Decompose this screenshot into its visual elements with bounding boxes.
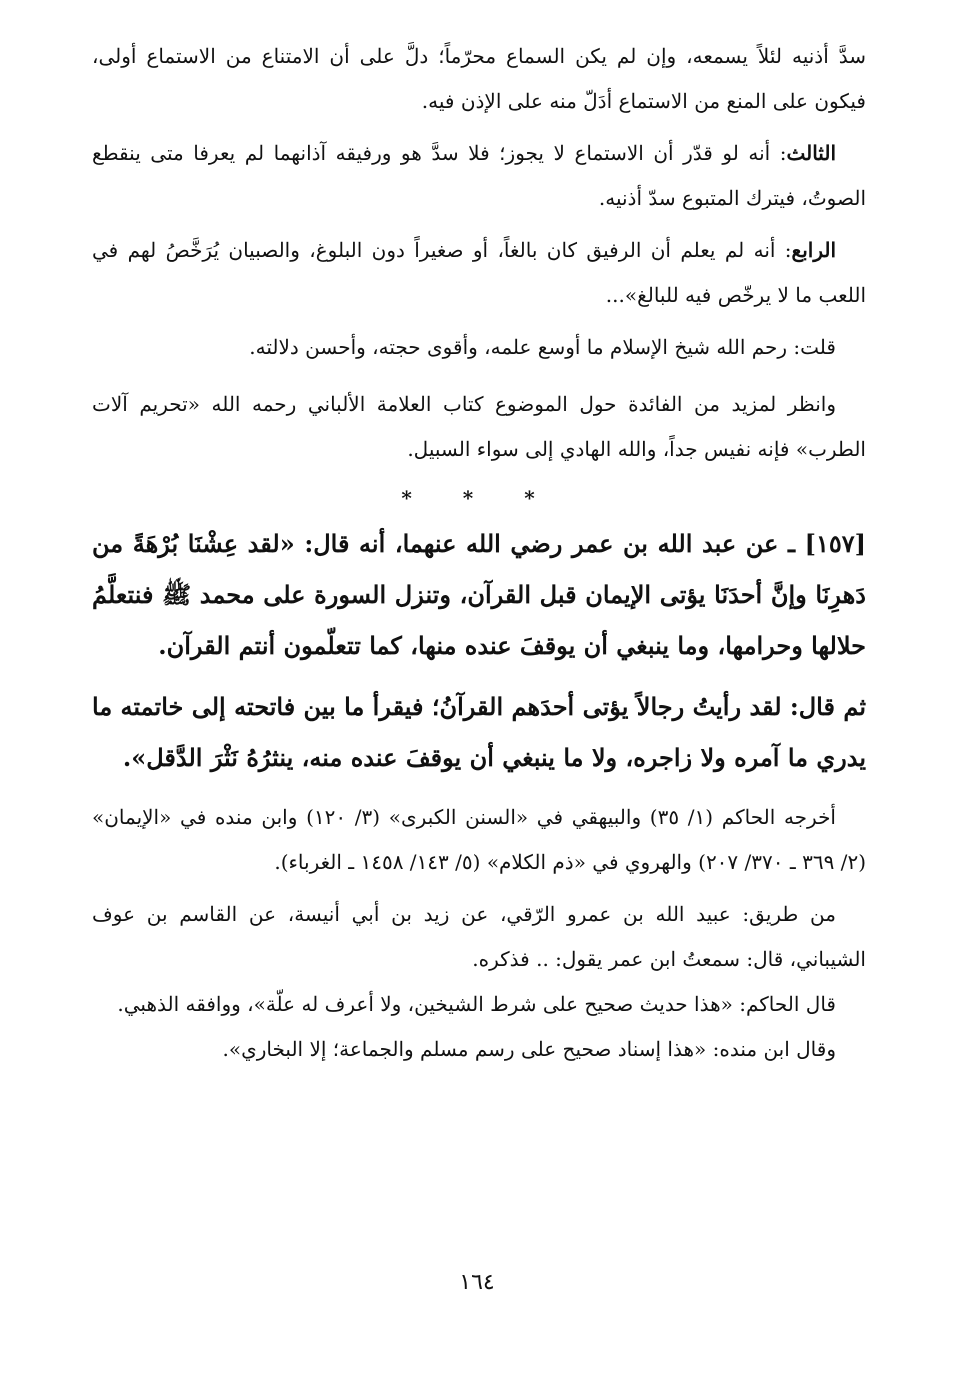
fourth-point-label: الرابع [791, 238, 836, 262]
hadith-continuation-paragraph: ثم قال: لقد رأيتُ رجالاً يؤتى أحدَهم القرآنُ؛ فيقرأ ما بين فاتحته إلى خاتمته ما يدري ما آمره ولا زاجره، ولا ما ينبغي أن يوقفَ عنده منه، ينثرُهُ نَثْرَ الدَّقل». [92, 692, 867, 772]
isnad-paragraph: من طريق: عبيد الله بن عمرو الرّقي، عن زيد بن أبي أنيسة، عن القاسم بن عوف الشيباني، قال: سمعتُ ابن عمر يقول: .. فذكره. [92, 902, 866, 971]
ibn-mandah-grading-paragraph: وقال ابن منده: «هذا إسناد صحيح على رسم مسلم والجماعة؛ إلا البخاري». [222, 1037, 836, 1061]
third-point-paragraph [92, 131, 866, 221]
hakim-grading-paragraph: قال الحاكم: «هذا حديث صحيح على شرط الشيخين، ولا أعرف له علّة»، ووافقه الذهبي. [117, 992, 836, 1016]
book-page [92, 34, 866, 1072]
fourth-point-text: : أنه لم يعلم أن الرفيق كان بالغاً، أو صغيراً دون البلوغ، والصبيان يُرَخَّصُ لهم في اللعب ما لا يرخّص فيه للبالغ»... [92, 238, 866, 307]
author-note-paragraph: قلت: رحم الله شيخ الإسلام ما أوسع علمه، وأقوى حجته، وأحسن دلالته. [249, 335, 836, 359]
section-separator: * * * [401, 486, 557, 510]
takhrij-paragraph: أخرجه الحاكم (١/ ٣٥) والبيهقي في «السنن الكبرى» (٣/ ١٢٠) وابن منده في «الإيمان» (٢/ ٣٦٩ ـ ٣٧٠/ ٢٠٧) والهروي في «ذم الكلام» (٥/ ١٤٣/ ١٤٥٨ ـ الغرباء). [92, 805, 866, 874]
third-point-label: الثالث [786, 141, 836, 165]
continuation-paragraph: سدَّ أذنيه لئلاً يسمعه، وإن لم يكن السماع محرّماً؛ دلَّ على أن الامتناع من الاستماع أولى، فيكون على المنع من الاستماع أدَلّ منه على الإذن فيه. [92, 44, 866, 113]
hadith-text-paragraph: [١٥٧] ـ عن عبد الله بن عمر رضي الله عنهما، أنه قال: «لقد عِشْنَا بُرْهَةً من دَهرِنَا وإنَّ أحدَنَا يؤتى الإيمان قبل القرآن، وتنزل السورة على محمد ﷺ فنتعلَّمُ حلالها وحرامها، وما ينبغي أن يوقفَ عنده منها، كما تتعلّمون أنتم القرآن. [92, 529, 866, 660]
reference-note-paragraph: وانظر لمزيد من الفائدة حول الموضوع كتاب العلامة الألباني رحمه الله «تحريم آلات الطرب» فإنه نفيس جداً، والله الهادي إلى سواء السبيل. [92, 392, 866, 461]
page-number: ١٦٤ [459, 1270, 495, 1295]
fourth-point-paragraph [92, 228, 866, 318]
third-point-text: : أنه لو قدّر أن الاستماع لا يجوز؛ فلا سدَّ هو ورفيقه آذانهما لم يعرفا متى ينقطع الصوتُ، فيترك المتبوع سدّ أذنيه. [92, 141, 866, 210]
